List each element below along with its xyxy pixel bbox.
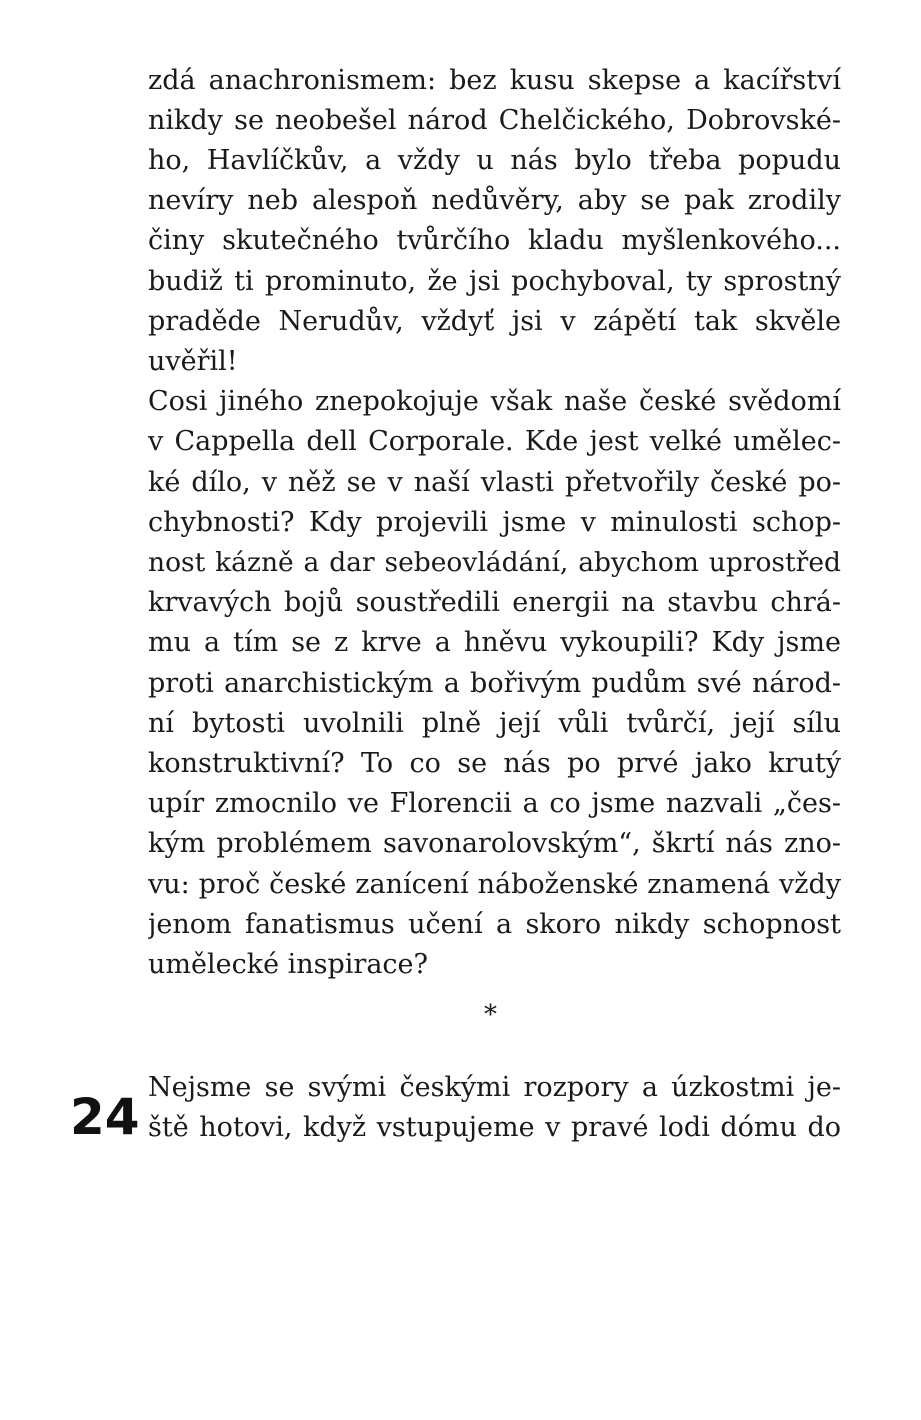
text-line: Cosi jiného znepokojuje však naše české svědomí <box>148 386 841 417</box>
text-line: Nejsme se svými českými rozpory a úzkostmi je- <box>148 1072 841 1103</box>
text-line: praděde Nerudův, vždyť jsi v zápětí tak skvěle <box>148 306 841 337</box>
text-line: mu a tím se z krve a hněvu vykoupili? Kdy jsme <box>148 627 841 658</box>
text-line: nevíry neb alespoň nedůvěry, aby se pak zrodily <box>148 185 841 216</box>
text-line: proti anarchistickým a bořivým pudům své národ- <box>148 668 841 699</box>
text-line: budiž ti prominuto, že jsi pochyboval, ty sprostný <box>148 266 841 297</box>
text-line: krvavých bojů soustředili energii na stavbu chrá- <box>148 587 841 618</box>
text-line: ní bytosti uvolnili plně její vůli tvůrčí, její sílu <box>148 708 841 739</box>
page-number: 24 <box>70 1088 140 1146</box>
text-line: konstruktivní? To co se nás po prvé jako krutý <box>148 748 841 779</box>
text-line: zdá anachronismem: bez kusu skepse a kacířství <box>148 65 841 96</box>
text-line: ho, Havlíčkův, a vždy u nás bylo třeba popudu <box>148 145 841 176</box>
text-line: upír zmocnilo ve Florencii a co jsme nazvali „čes- <box>148 788 841 819</box>
text-line: činy skutečného tvůrčího kladu myšlenkového... <box>148 225 841 256</box>
text-line: jenom fanatismus učení a skoro nikdy schopnost <box>148 909 841 940</box>
text-line: ště hotovi, když vstupujeme v pravé lodi dómu do <box>148 1112 841 1143</box>
text-line: ké dílo, v něž se v naší vlasti přetvořily české po- <box>148 467 841 498</box>
text-line: nost kázně a dar sebeovládání, abychom uprostřed <box>148 547 841 578</box>
text-line: chybnosti? Kdy projevili jsme v minulosti schop- <box>148 507 841 538</box>
text-line: nikdy se neobešel národ Chelčického, Dobrovské- <box>148 105 841 136</box>
text-line: vu: proč české zanícení náboženské znamená vždy <box>148 869 841 900</box>
text-line: uvěřil! <box>148 346 238 377</box>
text-line: kým problémem savonarolovským“, škrtí nás zno- <box>148 828 841 859</box>
text-line: umělecké inspirace? <box>148 949 429 980</box>
text-line: v Cappella dell Corporale. Kde jest velké umělec- <box>148 426 841 457</box>
section-divider-asterisk: * <box>484 1000 497 1030</box>
